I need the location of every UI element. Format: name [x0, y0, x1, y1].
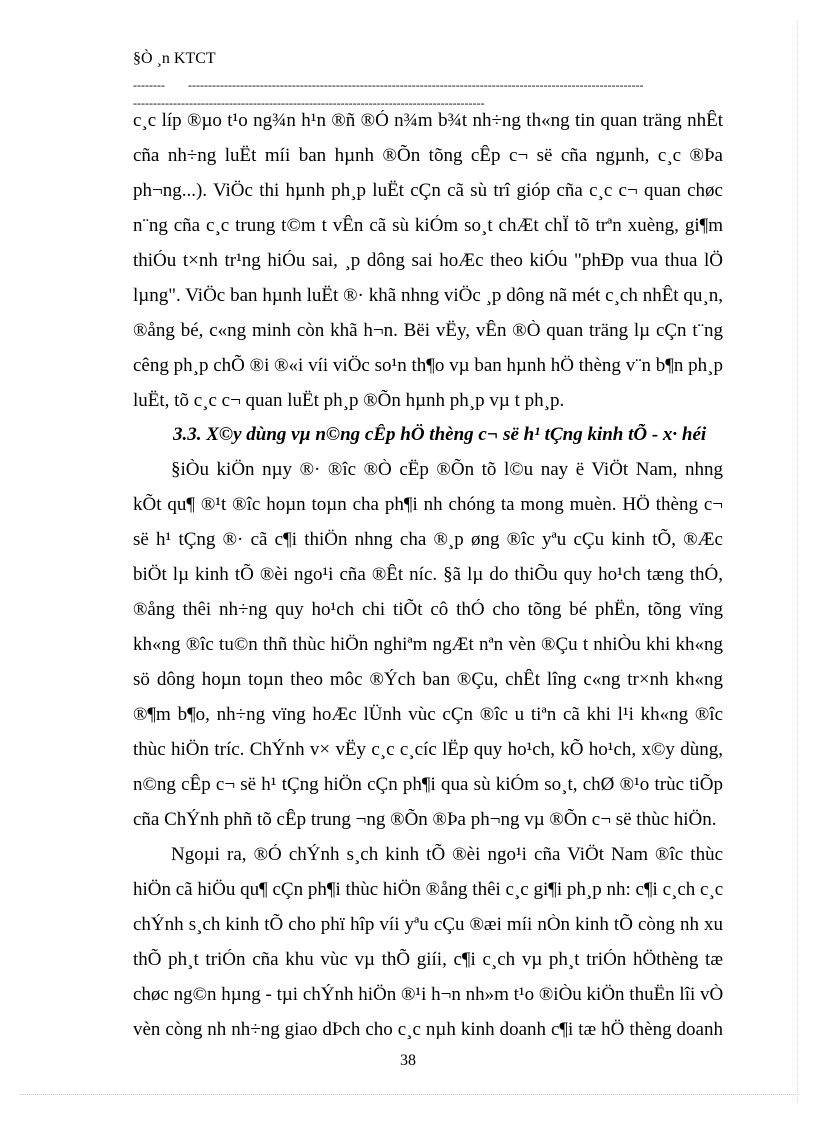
text-line: kÕt qu¶ ®¹t ®îc hoµn toµn cha ph¶i nh chóng ta mong muèn. HÖ thèng c¬ [133, 494, 723, 515]
section-heading: 3.3. X©y dùng vµ n©ng cÊp hÖ thèng c¬ së h¹ tÇng kinh tÕ - x· héi [173, 424, 707, 445]
header-dash-long: ------------------------------------------------------------------------------------------------------------------ [188, 79, 644, 91]
text-line: sö dông hoµn toµn theo môc ®Ých ban ®Çu, chÊt lîng c«ng tr×nh kh«ng [133, 669, 723, 690]
text-line: luËt, tõ c¸c c¬ quan luËt ph¸p ®Õn hµnh ph¸p vµ t ph¸p. [133, 390, 565, 411]
text-line: n¨ng cña c¸c trung t©m t vÊn cã sù kiÓm so¸t chÆt chÏ tõ trªn xuèng, gi¶m [133, 215, 723, 236]
text-line: §iÒu kiÖn nµy ®· ®îc ®Ò cËp ®Õn tõ l©u nay ë ViÖt Nam, nhng [171, 459, 723, 480]
header-title: §Ò ¸n KTCT [133, 50, 216, 67]
header-dash-second: ---------------------------------------------------------------------------------------- [133, 97, 485, 109]
text-line: ®ång bé, c«ng minh còn khã h¬n. Bëi vËy, vÊn ®Ò quan träng lµ cÇn t¨ng [133, 320, 723, 341]
text-line: n©ng cÊp c¬ së h¹ tÇng hiÖn cÇn ph¶i qua sù kiÓm so¸t, chØ ®¹o trùc tiÕp [133, 774, 723, 795]
text-line: chÝnh s¸ch kinh tÕ cho phï hîp víi yªu cÇu ®æi míi nÒn kinh tÕ còng nh xu [133, 914, 723, 935]
text-line: hiÖn cã hiÖu qu¶ cÇn ph¶i thùc hiÖn ®ång thêi c¸c gi¶i ph¸p nh: c¶i c¸ch c¸c [133, 879, 723, 900]
text-line: lµng". ViÖc ban hµnh luËt ®· khã nhng viÖc ¸p dông nã mét c¸ch nhÊt qu¸n, [133, 285, 723, 306]
header-dash-short: -------- [133, 79, 165, 91]
text-line: kh«ng ®îc tu©n thñ thùc hiÖn nghiªm ngÆt nªn vèn ®Çu t nhiÒu khi kh«ng [133, 634, 723, 655]
text-line: thiÓu t×nh tr¹ng hiÓu sai, ¸p dông sai hoÆc theo kiÓu "phÐp vua thua lÖ [133, 250, 723, 271]
text-line: ph¬ng...). ViÖc thi hµnh ph¸p luËt cÇn cã sù trî gióp cña c¸c c¬ quan chøc [133, 180, 723, 201]
page-border-bottom [20, 1094, 796, 1095]
text-line: chøc ng©n hµng - tµi chÝnh hiÖn ®¹i h¬n nh»m t¹o ®iÒu kiÖn thuËn lîi vÒ [133, 984, 723, 1005]
text-line: së h¹ tÇng ®· cã c¶i thiÖn nhng cha ®¸p øng ®îc yªu cÇu kinh tÕ, ®Æc [133, 529, 723, 550]
text-line: ®¶m b¶o, nh÷ng vïng hoÆc lÜnh vùc cÇn ®îc u tiªn cã khi l¹i kh«ng ®îc [133, 704, 723, 725]
text-line: thùc hiÖn tríc. ChÝnh v× vËy c¸c c¸cíc lËp quy ho¹ch, kÕ ho¹ch, x©y dùng, [133, 739, 723, 760]
text-line: cña ChÝnh phñ tõ cÊp trung ¬ng ®Õn ®Þa ph¬ng vµ ®Õn c¬ së thùc hiÖn. [133, 809, 717, 830]
text-line: c¸c líp ®µo t¹o ng¾n h¹n ®ñ ®Ó n¾m b¾t nh÷ng th«ng tin quan träng nhÊt [133, 110, 723, 131]
text-line: thÕ ph¸t triÓn cña khu vùc vµ thÕ giíi, c¶i c¸ch vµ ph¸t triÓn hÖthèng tæ [133, 949, 723, 970]
page-number: 38 [400, 1052, 416, 1069]
text-line: cêng ph¸p chÕ ®i ®«i víi viÖc so¹n th¶o vµ ban hµnh hÖ thèng v¨n b¶n ph¸p [133, 355, 723, 376]
text-line: ®ång thêi nh÷ng quy ho¹ch chi tiÕt cô thÓ cho tõng bé phËn, tõng vïng [133, 599, 723, 620]
page-border-right [797, 20, 798, 1103]
text-line: cña nh÷ng luËt míi ban hµnh ®Õn tõng cÊp c¬ së cña ngµnh, c¸c ®Þa [133, 145, 723, 166]
text-line: vèn còng nh nh÷ng giao dÞch cho c¸c nµh kinh doanh c¶i tæ hÖ thèng doanh [133, 1019, 723, 1040]
text-line: Ngoµi ra, ®Ó chÝnh s¸ch kinh tÕ ®èi ngo¹i cña ViÖt Nam ®îc thùc [171, 844, 723, 865]
text-line: biÖt lµ kinh tÕ ®èi ngo¹i cña ®Êt níc. §ã lµ do thiÕu quy ho¹ch tæng thÓ, [133, 564, 723, 585]
